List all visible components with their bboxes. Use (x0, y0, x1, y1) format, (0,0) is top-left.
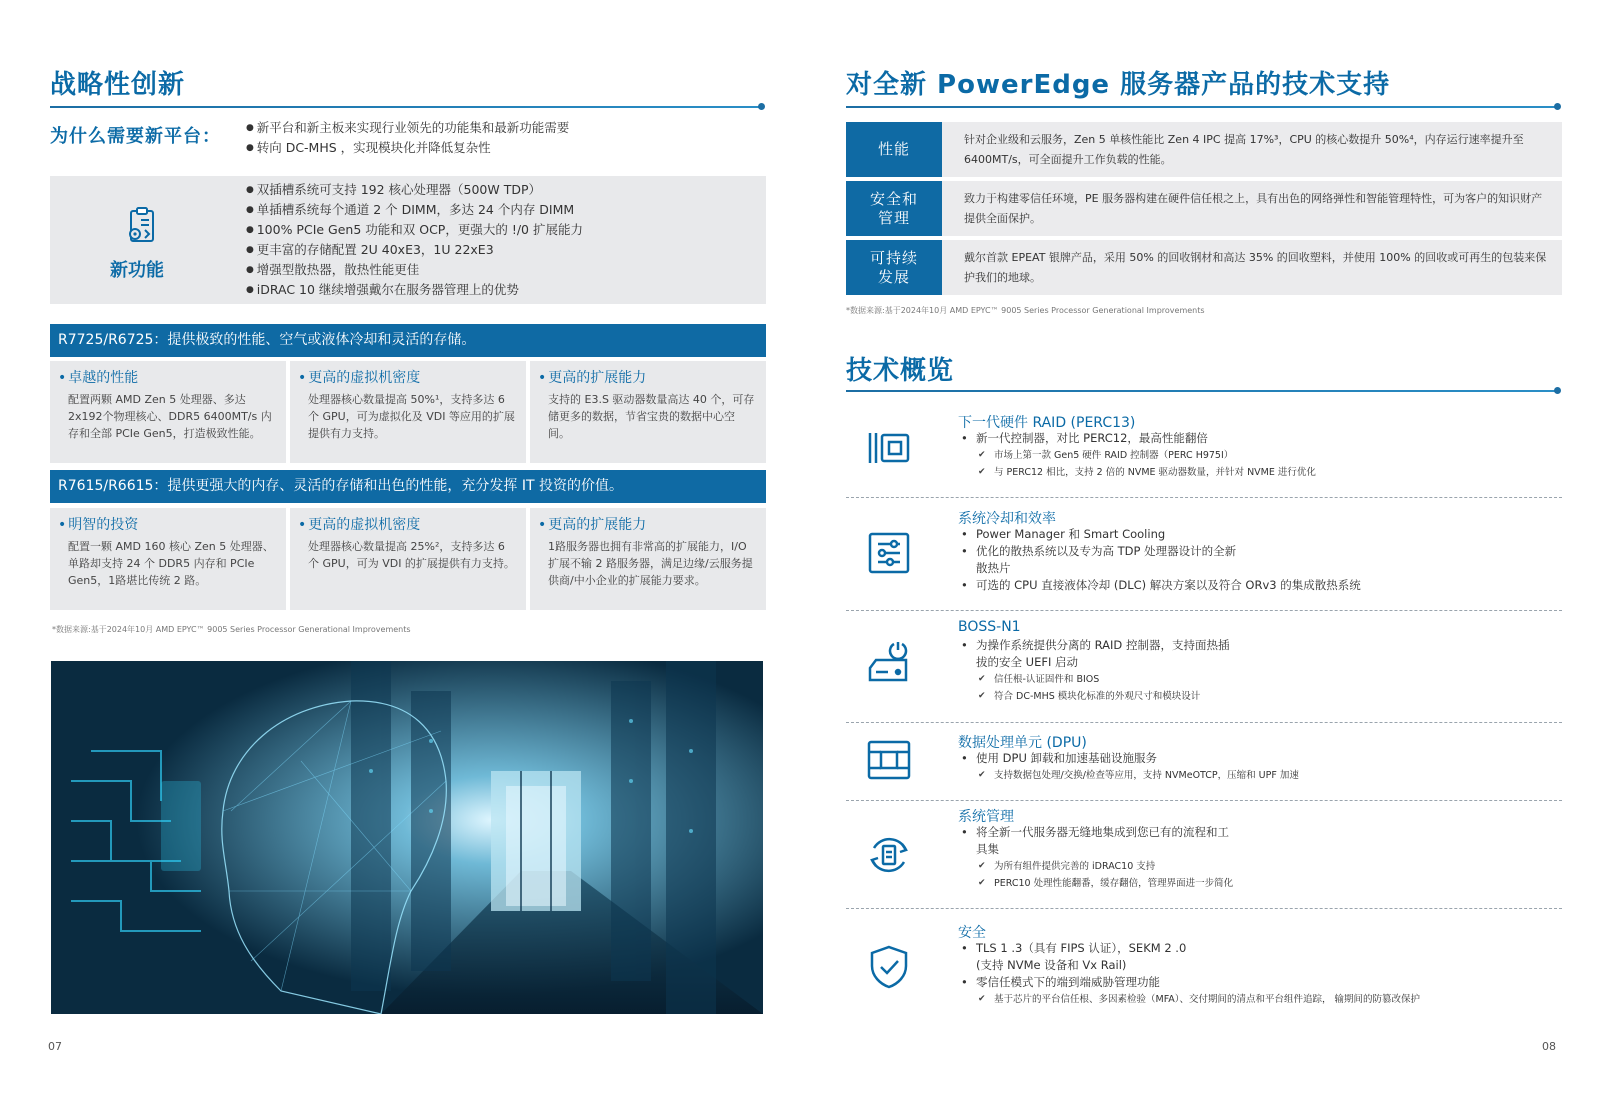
card-title: • 更高的扩展能力 (538, 367, 756, 387)
card-body: 支持的 E3.S 驱动器数量高达 40 个，可存储更多的数据，节省宝贵的数据中心空间。 (548, 393, 755, 440)
tech-separator (846, 722, 1562, 723)
why-points-list (246, 118, 569, 158)
title-rule-right (846, 106, 1558, 108)
card-body: 处理器核心数量提高 25%²，支持多达 6 个 GPU，可为 VDI 的扩展提供有力支持。 (308, 540, 515, 570)
tech-lines (958, 430, 1316, 481)
card-r7615-3 (530, 508, 766, 610)
raid-controller-icon (866, 425, 912, 471)
tech-line: ✔ 支持数据包处理/交换/检查等应用，支持 NVMeOTCP，压缩和 UPF 加速 (958, 767, 1299, 784)
tech-line: • 优化的散热系统以及专为高 TDP 处理器设计的全新 (958, 543, 1361, 560)
page-title-right: 对全新 PowerEdge 服务器产品的技术支持 (846, 70, 1391, 100)
tech-lines (958, 637, 1229, 705)
tech-line: ✔ 与 PERC12 相比，支持 2 倍的 NVME 驱动器数量，并针对 NVME 进行优化 (958, 464, 1316, 481)
tech-line: • 为操作系统提供分离的 RAID 控制器，支持面热插 (958, 637, 1229, 654)
ai-datacenter-image (51, 661, 763, 1014)
card-title: • 更高的虚拟机密度 (298, 514, 516, 534)
tech-line: • Power Manager 和 Smart Cooling (958, 526, 1361, 543)
card-body: 1路服务器也拥有非常高的扩展能力，I/O 扩展不输 2 路服务器，满足边缘/云服务提供商/中小企业的扩展能力要求。 (548, 540, 753, 587)
tech-lines (958, 824, 1233, 892)
support-text: 致力于构建零信任环境，PE 服务器构建在硬件信任根之上，具有出色的网络弹性和智能管理特性，可为客户的知识财产提供全面保护。 (964, 192, 1543, 225)
tech-separator (846, 800, 1562, 801)
card-r7725-3 (530, 361, 766, 463)
ai-head-illustration (51, 661, 763, 1014)
tech-lines (958, 940, 1420, 1008)
new-features-label: 新功能 (110, 260, 164, 281)
cooling-panel-icon (866, 530, 912, 576)
title-rule-overview (846, 390, 1558, 392)
support-text: 戴尔首款 EPEAT 银牌产品，采用 50% 的回收钢材和高达 35% 的回收塑料，并使用 100% 的回收或可再生的包装来保护我们的地球。 (964, 251, 1547, 284)
tech-line: ✔ 为所有组件提供完善的 iDRAC10 支持 (958, 858, 1233, 875)
card-r7615-1 (50, 508, 286, 610)
card-r7615-2 (290, 508, 526, 610)
card-body: 配置一颗 AMD 160 核心 Zen 5 处理器、单路却支持 24 个 DDR5 内存和 PCIe Gen5，1路堪比传统 2 路。 (68, 540, 274, 587)
boot-drive-icon (866, 640, 912, 686)
tech-line: ✔ 信任根-认证固件和 BIOS (958, 671, 1229, 688)
tech-line: • 新一代控制器，对比 PERC12，最高性能翻倍 (958, 430, 1316, 447)
card-body: 处理器核心数量提高 50%¹，支持多达 6 个 GPU，可为虚拟化及 VDI 等应用的扩展提供有力支持。 (308, 393, 515, 440)
new-features-list (246, 180, 583, 300)
page-number-left: 07 (48, 1040, 62, 1053)
tech-title: 下一代硬件 RAID (PERC13) (958, 415, 1136, 431)
card-title: • 明智的投资 (58, 514, 276, 534)
support-label-line: 性能 (877, 140, 910, 158)
tech-title: 数据处理单元 (DPU) (958, 735, 1087, 751)
card-r7725-1 (50, 361, 286, 463)
support-label-line: 管理 (877, 208, 910, 227)
support-label-line: 可持续 (869, 248, 918, 267)
card-title: • 更高的虚拟机密度 (298, 367, 516, 387)
why-point: ● 新平台和新主板来实现行业领先的功能集和最新功能需要 (246, 118, 569, 138)
support-row-performance (846, 122, 1562, 177)
support-label-line: 发展 (877, 267, 910, 286)
support-row-sustainability (846, 240, 1562, 295)
r7615-band: R7615/R6615：提供更强大的内存、灵活的存储和出色的性能，充分发挥 IT 投资的价值。 (50, 470, 766, 503)
r7725-band: R7725/R6725：提供极致的性能、空气或液体冷却和灵活的存储。 (50, 324, 766, 357)
tech-title: 系统冷却和效率 (958, 511, 1056, 527)
tech-line: • TLS 1 .3（具有 FIPS 认证），SEKM 2 .0 (958, 940, 1420, 957)
tech-line: 拔的安全 UEFI 启动 (976, 655, 1078, 669)
tech-title: BOSS-N1 (958, 619, 1021, 635)
tech-line: ✔ 基于芯片的平台信任根、多因素检验（MFA）、交付期间的清点和平台组件追踪， 输期间的防篡改保护 (958, 991, 1420, 1008)
tech-lines (958, 526, 1361, 594)
why-new-platform-label: 为什么需要新平台： (50, 126, 221, 147)
feature-point: ● iDRAC 10 继续增强戴尔在服务器管理上的优势 (246, 280, 583, 300)
tech-line: (支持 NVMe 设备和 Vx Rail) (976, 958, 1127, 972)
new-features-panel (50, 176, 766, 304)
feature-point: ● 100% PCIe Gen5 功能和双 OCP，更强大的 !/0 扩展能力 (246, 220, 583, 240)
tech-line: ✔ 市场上第一款 Gen5 硬件 RAID 控制器（PERC H975I） (958, 447, 1316, 464)
tech-title: 系统管理 (958, 809, 1014, 825)
tech-line: • 将全新一代服务器无缝地集成到您已有的流程和工 (958, 824, 1233, 841)
tech-line: • 可选的 CPU 直接液体冷却 (DLC) 解决方案以及符合 ORv3 的集成散热系统 (958, 577, 1361, 594)
support-text: 针对企业级和云服务，Zen 5 单核性能比 Zen 4 IPC 提高 17%³，CPU 的核心数提升 50%⁴，内存运行速率提升至 6400MT/s，可全面提升工作负载的性能。 (964, 133, 1524, 166)
tech-line: • 使用 DPU 卸载和加速基础设施服务 (958, 750, 1299, 767)
tech-overview-title: 技术概览 (846, 356, 955, 386)
tech-line: 具集 (976, 842, 999, 856)
clipboard-gear-icon (122, 206, 162, 246)
tech-line: ✔ 符合 DC-MHS 模块化标准的外观尺寸和模块设计 (958, 688, 1229, 705)
tech-separator (846, 610, 1562, 611)
right-page (800, 0, 1600, 1093)
shield-check-icon (866, 944, 912, 990)
support-row-security (846, 181, 1562, 236)
support-label (846, 122, 942, 177)
support-label (846, 181, 942, 236)
footnote-right: *数据来源:基于2024年10月 AMD EPYC™ 9005 Series Processor Generational Improvements (846, 306, 1205, 315)
feature-point: ● 更丰富的存储配置 2U 40xE3，1U 22xE3 (246, 240, 583, 260)
tech-title: 安全 (958, 925, 986, 941)
feature-point: ● 双插槽系统可支持 192 核心处理器（500W TDP） (246, 180, 583, 200)
why-point: ● 转向 DC-MHS ，实现模块化并降低复杂性 (246, 138, 569, 158)
tech-line: • 零信任模式下的端到端威胁管理功能 (958, 974, 1420, 991)
tech-line: 散热片 (976, 561, 1011, 575)
system-management-icon (866, 832, 912, 878)
tech-line: ✔ PERC10 处理性能翻番，缓存翻倍，管理界面进一步简化 (958, 875, 1233, 892)
page-number-right: 08 (1542, 1040, 1556, 1053)
card-title: • 卓越的性能 (58, 367, 276, 387)
card-r7725-2 (290, 361, 526, 463)
title-rule-left (50, 106, 762, 108)
support-label (846, 240, 942, 295)
dpu-chip-icon (866, 737, 912, 783)
card-title: • 更高的扩展能力 (538, 514, 756, 534)
card-body: 配置两颗 AMD Zen 5 处理器、多达 2x192个物理核心、DDR5 6400MT/s 内存和全部 PCIe Gen5，打造极致性能。 (68, 393, 272, 440)
tech-separator (846, 497, 1562, 498)
footnote-left: *数据来源:基于2024年10月 AMD EPYC™ 9005 Series Processor Generational Improvements (52, 625, 411, 634)
tech-separator (846, 908, 1562, 909)
support-label-line: 安全和 (869, 189, 918, 208)
page-title-left: 战略性创新 (50, 70, 186, 100)
feature-point: ● 增强型散热器，散热性能更佳 (246, 260, 583, 280)
tech-lines (958, 750, 1299, 784)
feature-point: ● 单插槽系统每个通道 2 个 DIMM，多达 24 个内存 DIMM (246, 200, 583, 220)
